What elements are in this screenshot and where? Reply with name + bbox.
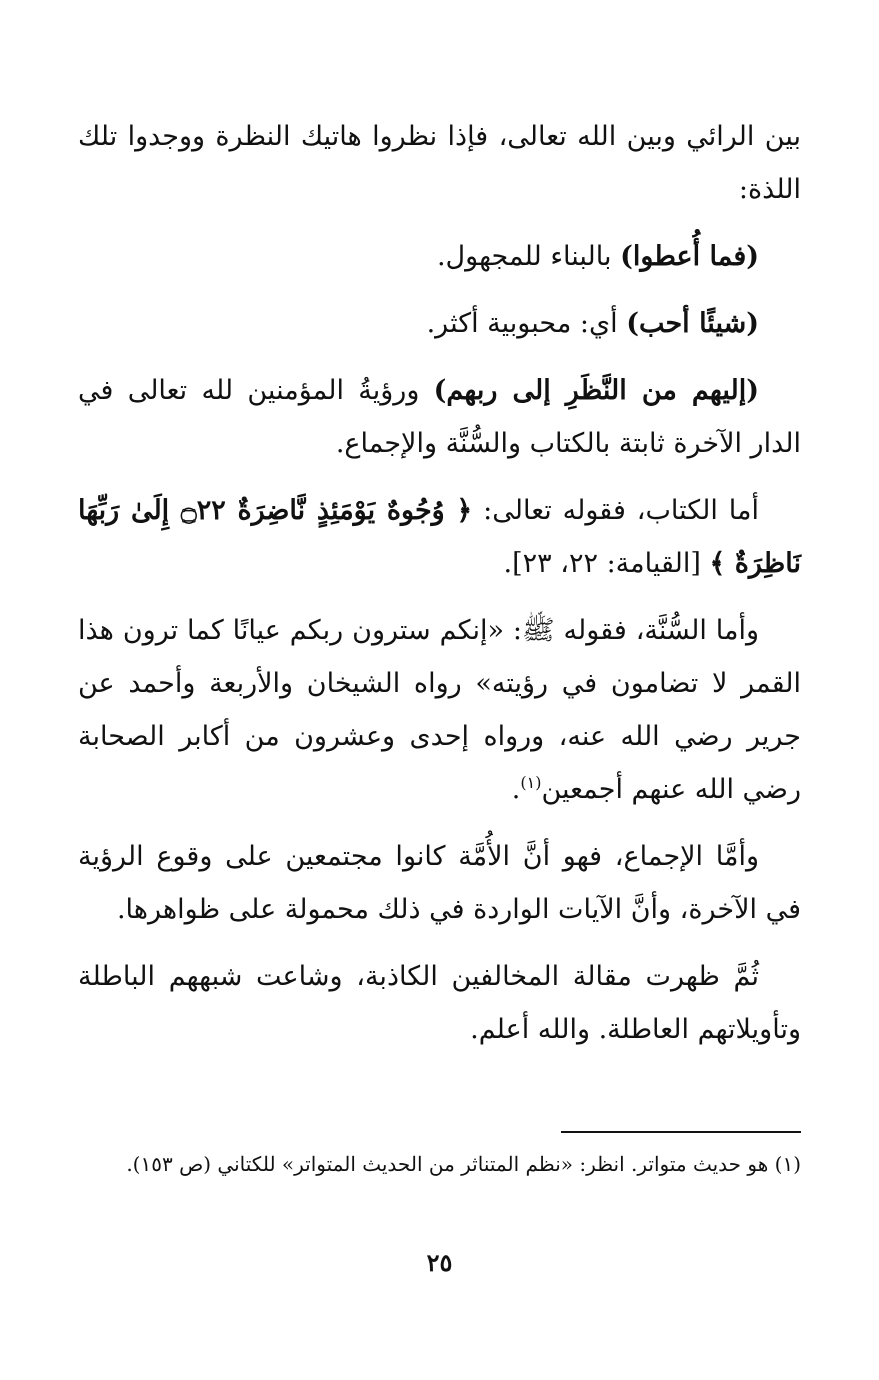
commentary-text: ورؤيةُ المؤمنين لله تعالى في الدار الآخرة ثابتة بالكتاب والسُّنَّة والإجماع. — [78, 375, 801, 459]
commentary-text: أي: محبوبية أكثر. — [426, 308, 627, 339]
matn-quote: (إليهم من النَّظَرِ إلى ربهم) — [433, 375, 759, 406]
commentary-text: . — [511, 774, 521, 805]
commentary-text: أما الكتاب، فقوله تعالى: — [472, 495, 759, 526]
paragraph-4 — [78, 364, 801, 470]
page-number: ٢٥ — [426, 1248, 453, 1277]
footnote-divider — [561, 1131, 801, 1133]
paragraph-8: ثُمَّ ظهرت مقالة المخالفين الكاذبة، وشاعت شبههم الباطلة وتأويلاتهم العاطلة. والله أعلم. — [78, 961, 801, 1045]
footnote-marker: (١) — [520, 773, 542, 792]
paragraph-1: بين الرائي وبين الله تعالى، فإذا نظروا هاتيك النظرة ووجدوا تلك اللذة: — [78, 121, 801, 205]
verse-reference: [القيامة: ٢٢، ٢٣]. — [503, 548, 710, 579]
commentary-text: وأما السُّنَّة، فقوله ﷺ: «إنكم سترون ربكم عيانًا كما ترون هذا القمر لا تضامون في رؤيته» رواه الشيخان والأربعة وأحمد عن جرير رضي الله عنه، ورواه إحدى وعشرون من أكابر الصحابة رضي الله عنهم أجمعين — [78, 615, 801, 805]
paragraph-5 — [78, 484, 801, 590]
paragraph-6 — [78, 604, 801, 816]
quran-verse: ﴿ وُجُوهٌ يَوْمَئِذٍ نَّاضِرَةٌ ۝٢٢ إِلَىٰ رَبِّهَا نَاظِرَةٌ ﴾ — [78, 495, 801, 579]
paragraph-7: وأمَّا الإجماع، فهو أنَّ الأُمَّة كانوا مجتمعين على وقوع الرؤية في الآخرة، وأنَّ الآيات الواردة في ذلك محمولة على ظواهرها. — [78, 841, 801, 925]
paragraph-3 — [78, 297, 801, 350]
commentary-text: بالبناء للمجهول. — [436, 241, 621, 272]
paragraph-2 — [78, 230, 801, 283]
footnote: (١) هو حديث متواتر. انظر: «نظم المتناثر من الحديث المتواتر» للكتاني (ص ١٥٣). — [126, 1152, 801, 1176]
page-body — [78, 110, 801, 1070]
matn-quote: (فما أُعطوا) — [620, 241, 759, 272]
matn-quote: (شيئًا أحب) — [626, 308, 759, 339]
